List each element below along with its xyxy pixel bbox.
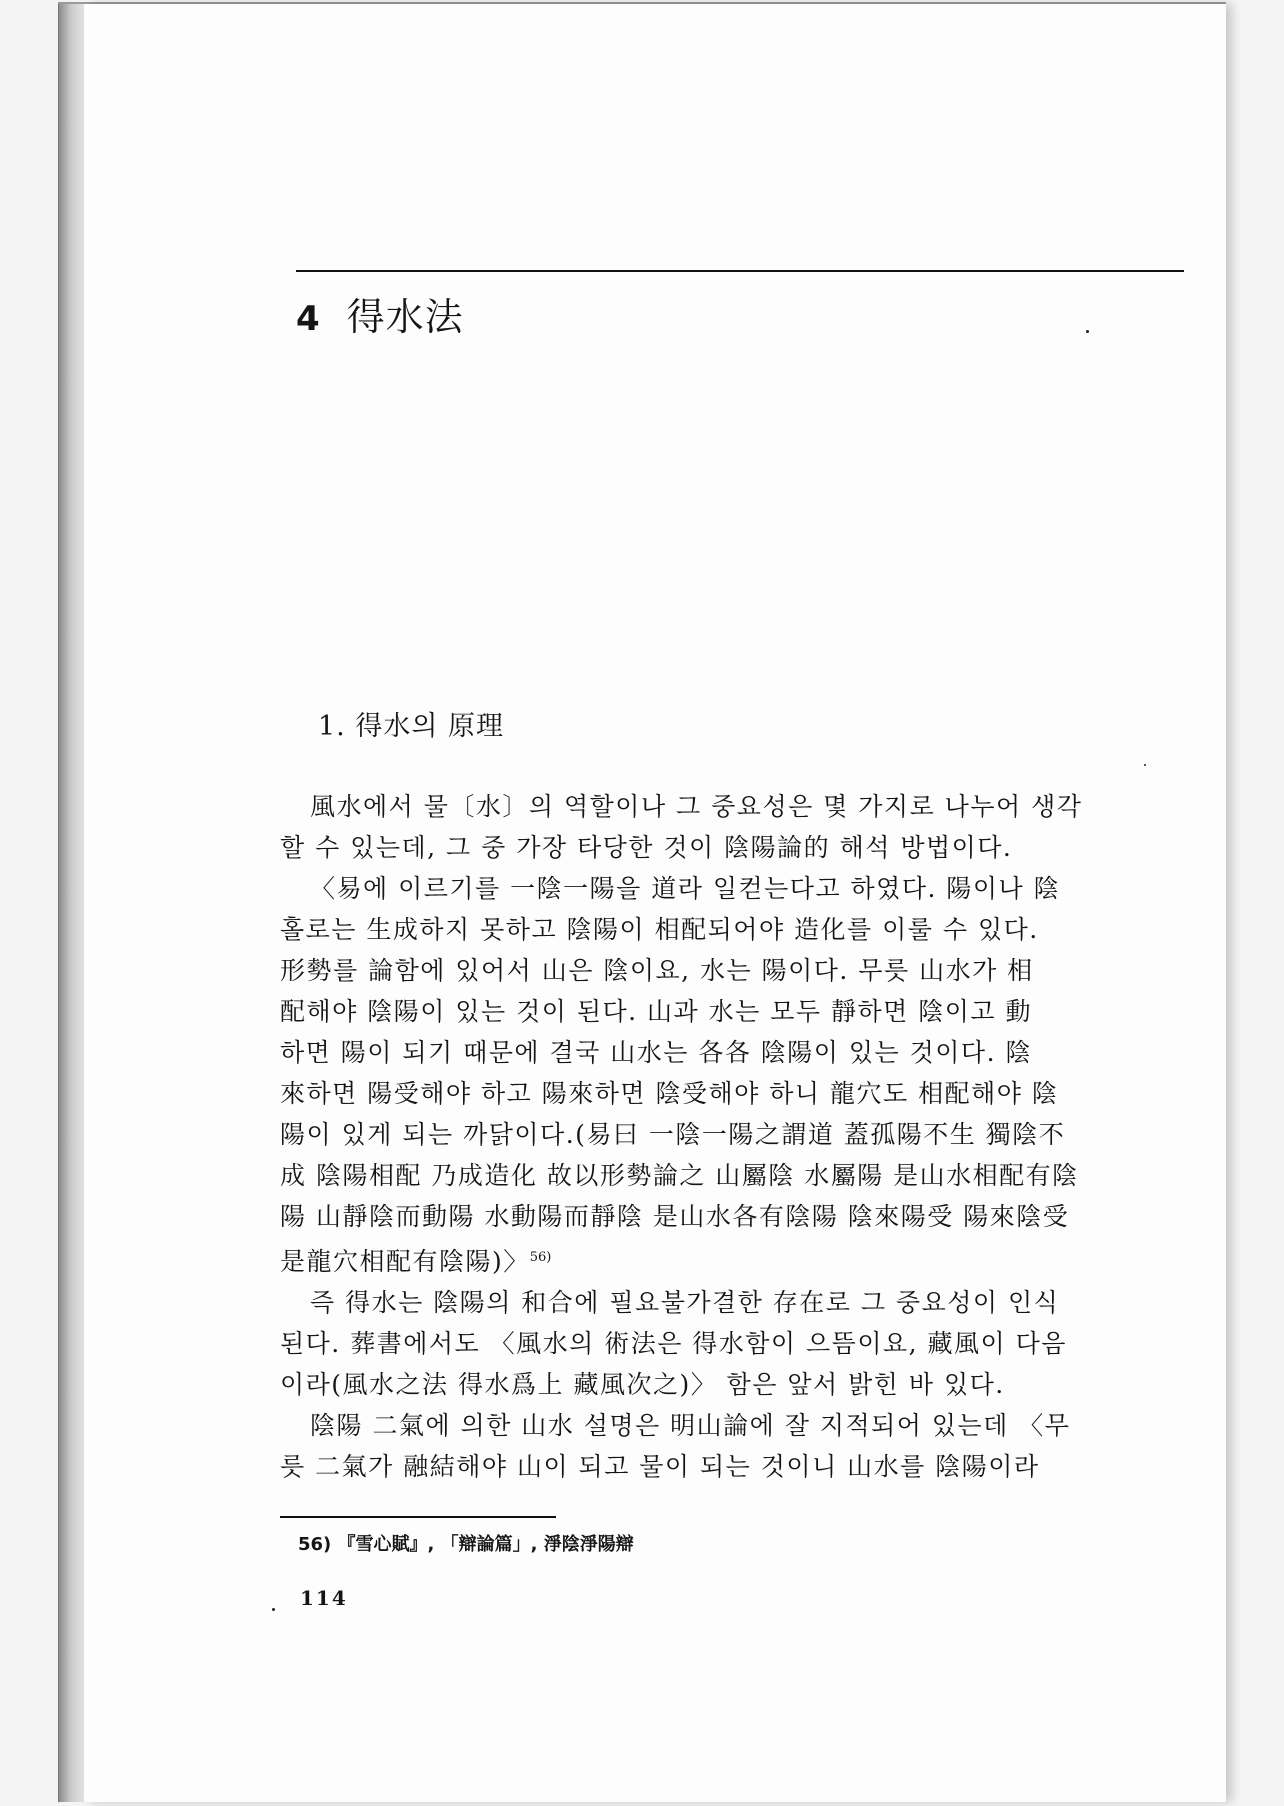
body-text <box>280 786 1188 1487</box>
page-number: 114 <box>300 1586 348 1610</box>
text-line <box>280 1237 1188 1282</box>
text-line: 配해야 陰陽이 있는 것이 된다. 山과 水는 모두 靜하면 陰이고 動 <box>280 997 1032 1026</box>
text-line-content: 是龍穴相配有陰陽)〉 <box>280 1247 530 1276</box>
text-line: 홀로는 生成하지 못하고 陰陽이 相配되어야 造化를 이룰 수 있다. <box>280 915 1039 944</box>
text-line: 陽이 있게 되는 까닭이다.(易曰 一陰一陽之謂道 蓋孤陽不生 獨陰不 <box>280 1120 1066 1149</box>
print-speck <box>1144 764 1146 766</box>
text-line: 陰陽 二氣에 의한 山水 설명은 明山論에 잘 지적되어 있는데 〈무 <box>310 1411 1071 1440</box>
text-line: 릇 二氣가 融結해야 山이 되고 물이 되는 것이니 山水를 陰陽이라 <box>280 1452 1040 1481</box>
chapter-title: 得水法 <box>346 295 464 339</box>
text-line: 이라(風水之法 得水爲上 藏風次之)〉 함은 앞서 밝힌 바 있다. <box>280 1370 1005 1399</box>
section-heading: 1. 得水의 原理 <box>318 711 505 742</box>
text-line: 즉 得水는 陰陽의 和合에 필요불가결한 存在로 그 중요성이 인식 <box>310 1288 1060 1317</box>
chapter-number: 4 <box>296 299 321 339</box>
text-line: 形勢를 論함에 있어서 山은 陰이요, 水는 陽이다. 무릇 山水가 相 <box>280 956 1034 985</box>
print-speck <box>1086 330 1089 333</box>
chapter-rule <box>296 270 1184 272</box>
text-line: 風水에서 물〔水〕의 역할이나 그 중요성은 몇 가지로 나누어 생각 <box>310 792 1083 821</box>
text-line: 成 陰陽相配 乃成造化 故以形勢論之 山屬陰 水屬陽 是山水相配有陰 <box>280 1161 1079 1190</box>
print-speck <box>272 1608 275 1611</box>
text-line: 된다. 葬書에서도 〈風水의 術法은 得水함이 으뜸이요, 藏風이 다음 <box>280 1329 1067 1358</box>
text-line: 陽 山靜陰而動陽 水動陽而靜陰 是山水各有陰陽 陰來陽受 陽來陰受 <box>280 1202 1070 1231</box>
paragraph <box>280 786 1188 868</box>
text-line: 來하면 陽受해야 하고 陽來하면 陰受해야 하니 龍穴도 相配해야 陰 <box>280 1079 1059 1108</box>
footnote: 56) 『雪心賦』, 「辯論篇」, 淨陰淨陽辯 <box>298 1534 634 1555</box>
text-line: 하면 陽이 되기 때문에 결국 山水는 各各 陰陽이 있는 것이다. 陰 <box>280 1038 1032 1067</box>
paragraph <box>280 868 1188 1282</box>
book-spine <box>58 4 85 1802</box>
book-page <box>84 4 1226 1802</box>
text-line: 할 수 있는데, 그 중 가장 타당한 것이 陰陽論的 해석 방법이다. <box>280 833 1013 862</box>
paragraph <box>280 1405 1188 1487</box>
footnote-rule <box>280 1516 556 1518</box>
footnote-ref: 56) <box>529 1250 552 1265</box>
text-line: 〈易에 이르기를 一陰一陽을 道라 일컫는다고 하였다. 陽이나 陰 <box>310 874 1061 903</box>
chapter-heading <box>296 286 464 341</box>
paragraph <box>280 1282 1188 1405</box>
